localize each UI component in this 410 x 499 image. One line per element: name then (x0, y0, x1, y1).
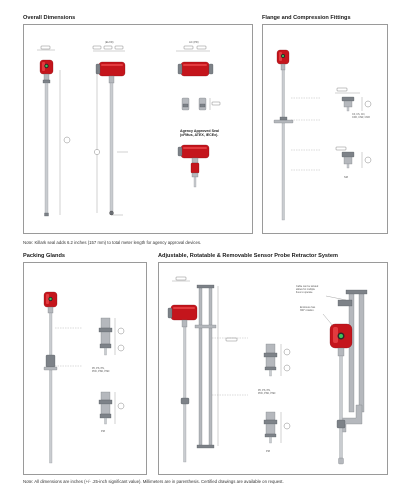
retractor-gland-label-line-1: PF, PS, PN, (258, 389, 271, 392)
killark-seal-note: Note: Killark seal adds 6.2 inches (157 mm) to total meter length for agency approval devices. (23, 240, 202, 245)
packing-gland-label-line-2: PFD, PSD, PND (92, 370, 110, 373)
retractor-callout-cable-line-3: fixes to operate. (296, 291, 314, 294)
flange-fitting-label-line-2: CFR, CSR, CNR (352, 116, 370, 119)
retractor-callout-rotation-line-1: Enclosure has (300, 306, 316, 309)
dimensions-note: Note: All dimensions are inches (+/- .25-inch significant value). Millimeters are in parenthesis. Certified drawings are available on request. (23, 479, 284, 484)
retractor-pm-label: PM (266, 450, 270, 453)
retractor-callout-cable (296, 285, 318, 294)
flange-sm-label: SM (344, 176, 348, 179)
flange-fittings-heading: Flange and Compression Fittings (262, 15, 351, 21)
overall-dimensions-heading: Overall Dimensions (23, 15, 76, 21)
packing-gland-label-line-1: PF, PS, PN, (92, 367, 105, 370)
view-label-ac: AC (PD) (189, 41, 199, 44)
retractor-callout-cable-line-2: allows for multiple (296, 288, 315, 291)
view-label-elxd: (ELXD) (105, 41, 114, 44)
packing-glands-heading: Packing Glands (23, 253, 65, 259)
retractor-gland-label (258, 389, 275, 395)
seal-caption-line-2: (cFMus, ATEX, IECEx). (180, 133, 219, 138)
flange-fitting-label-line-1: CF, CS, CN, (352, 113, 366, 116)
retractor-callout-cable-line-1: Cable can be twisted (296, 285, 319, 288)
retractor-callout-rotation (300, 306, 315, 312)
packing-pm-label: PM (101, 430, 105, 433)
retractor-gland-label-line-2: PFD, PSD, PND (258, 392, 276, 395)
retractor-callout-rotation-line-2: 360° rotation. (300, 309, 315, 312)
seal-caption-line-1: Agency Approved Seal (180, 129, 220, 133)
retractor-system-heading: Adjustable, Rotatable & Removable Sensor Probe Retractor System (158, 253, 338, 259)
